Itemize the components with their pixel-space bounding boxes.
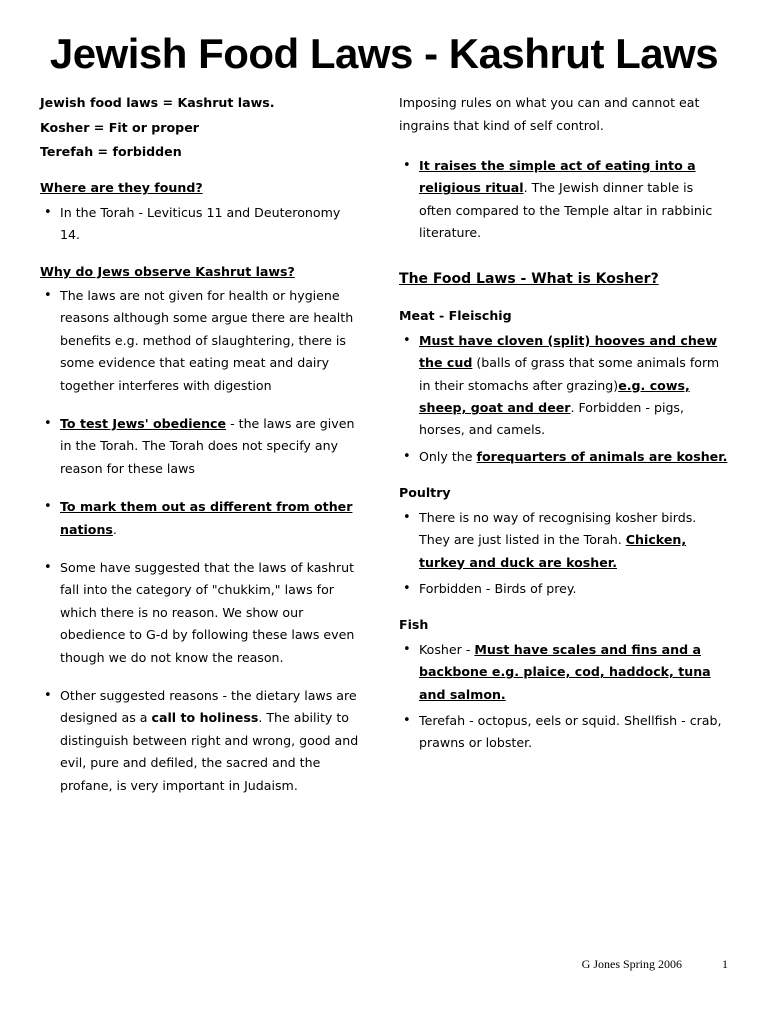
intro-paragraph: Imposing rules on what you can and cannot eat ingrains that kind of self control. (399, 95, 700, 133)
why-bullet-2-rest: - the laws are given in the Torah. The Torah does not specify any reason for these laws (60, 415, 355, 476)
meat-bullet-2-bold: forequarters of animals are kosher. (476, 448, 728, 464)
why-bullet-1-text: The laws are not given for health or hygiene reasons although some argue there are health benefits e.g. method of slaughtering, there is some evidence that eating meat and dairy together interferes with digestion (60, 287, 354, 393)
list-item (40, 285, 361, 397)
right-column (399, 92, 728, 766)
list-item (399, 330, 728, 442)
list-item (40, 557, 361, 669)
poultry-bullet-1-pre: There is no way of recognising kosher birds. They are just listed in the Torah. (419, 509, 697, 548)
meat-bullet-1-bold: Must have cloven (split) hooves and chew the cud (419, 332, 717, 371)
why-bullet-3-rest: . (112, 521, 117, 537)
why-bullet-5-pre: Other suggested reasons - the dietary laws are designed as a (60, 688, 357, 726)
heading-fish: Fish (399, 617, 429, 633)
footer-credit: G Jones Spring 2006 (581, 957, 682, 971)
list-item (399, 446, 728, 468)
heading-food-laws: The Food Laws - What is Kosher? (399, 270, 659, 287)
page-title: Jewish Food Laws - Kashrut Laws (49, 30, 719, 77)
ritual-bullet-bold: It raises the simple act of eating into a religious ritual (419, 157, 696, 196)
left-column (40, 92, 361, 808)
meat-bullet-1-mid: (balls of grass that some animals form in their stomachs after grazing) (419, 355, 720, 393)
heading-meat: Meat - Fleischig (399, 308, 512, 324)
list-item (399, 710, 728, 755)
two-column-body (40, 92, 728, 808)
list-item (399, 507, 728, 574)
heading-poultry: Poultry (399, 485, 451, 501)
ritual-bullet-rest: . The Jewish dinner table is often compared to the Temple altar in rabbinic literature. (419, 180, 713, 241)
poultry-bullet-2-text: Forbidden - Birds of prey. (419, 580, 577, 596)
list-item (399, 639, 728, 706)
list-item (399, 155, 728, 245)
list-item (40, 413, 361, 480)
page-footer (0, 957, 728, 972)
list-item (40, 685, 361, 797)
why-bullet-2-bold: To test Jews' obedience (60, 415, 227, 431)
meat-bullet-2-pre: Only the (419, 448, 477, 464)
heading-why-observe: Why do Jews observe Kashrut laws? (40, 263, 295, 279)
definition-terefah: Terefah = forbidden (40, 143, 182, 159)
definition-kosher: Kosher = Fit or proper (40, 119, 199, 135)
list-item (40, 202, 361, 247)
why-bullet-5-bold: call to holiness (151, 710, 259, 726)
meat-bullet-1-rest: . Forbidden - pigs, horses, and camels. (419, 400, 684, 438)
why-bullet-4-text: Some have suggested that the laws of kashrut fall into the category of "chukkim," laws for which there is no reason. We show our obedience to G-d by following these laws even though we do not know the reason. (60, 560, 355, 665)
poultry-bullet-1-bold: Chicken, turkey and duck are kosher. (419, 532, 687, 570)
list-item (399, 578, 728, 600)
fish-bullet-1-pre: Kosher - (419, 641, 475, 657)
why-bullet-5-post: . The ability to distinguish between right and wrong, good and evil, pure and defiled, the sacred and the profane, is very important in Judaism. (60, 710, 359, 793)
footer-page-number: 1 (722, 957, 728, 971)
definition-kashrut: Jewish food laws = Kashrut laws. (40, 95, 275, 111)
found-bullet-text: In the Torah - Leviticus 11 and Deuteronomy 14. (60, 204, 341, 243)
fish-bullet-2-text: Terefah - octopus, eels or squid. Shellfish - crab, prawns or lobster. (419, 712, 722, 751)
heading-where-found: Where are they found? (40, 180, 203, 196)
meat-bullet-1-bold2: e.g. cows, sheep, goat and deer (419, 377, 690, 416)
why-bullet-3-bold: To mark them out as different from other nations (60, 499, 353, 537)
fish-bullet-1-bold: Must have scales and fins and a backbone e.g. plaice, cod, haddock, tuna and salmon. (419, 641, 711, 702)
list-item (40, 496, 361, 541)
